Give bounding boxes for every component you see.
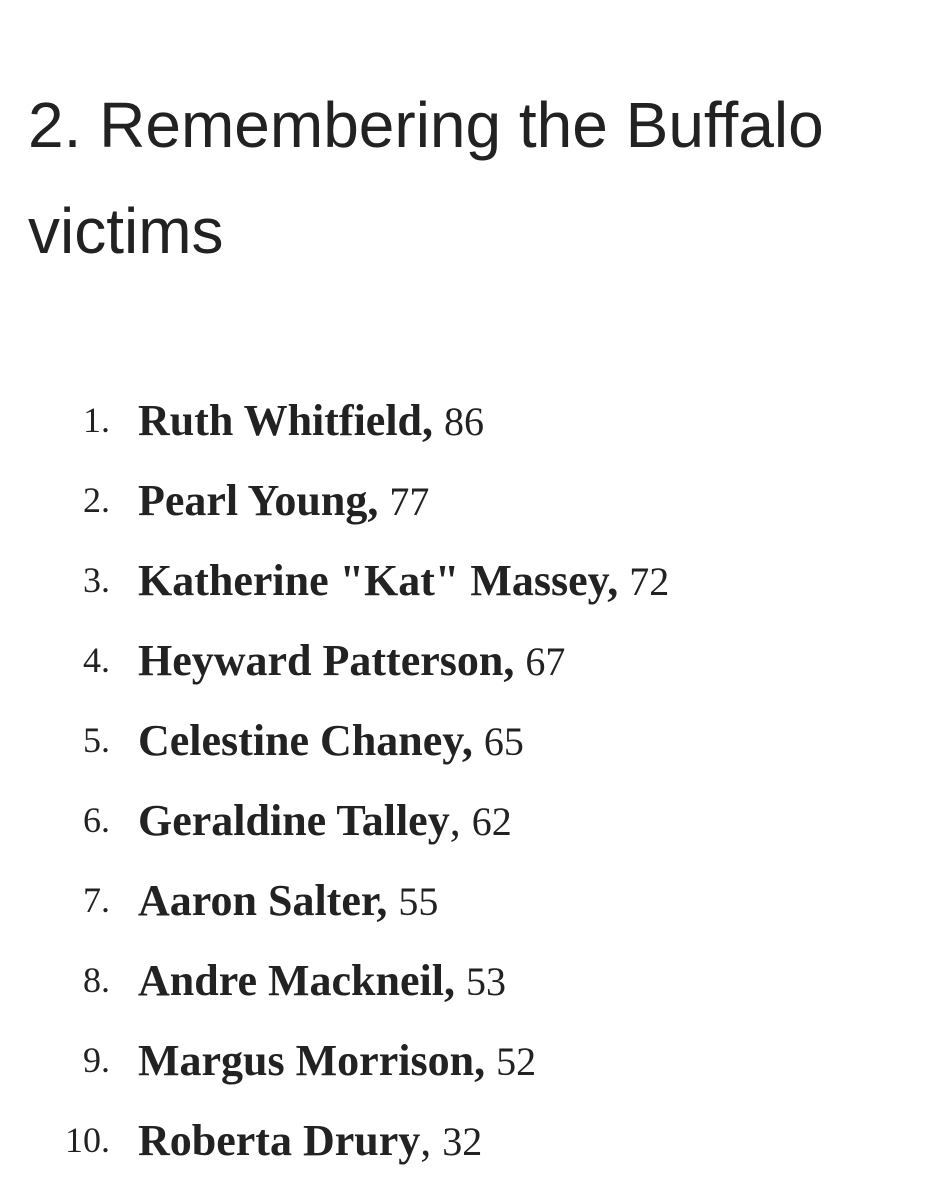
- victim-age: 86: [444, 398, 485, 444]
- list-entry: Heyward Patterson, 67: [138, 635, 566, 685]
- victim-age: 53: [465, 958, 506, 1004]
- list-item: [0, 860, 945, 940]
- list-item: [0, 460, 945, 540]
- victim-age: 52: [496, 1038, 537, 1084]
- list-number: 8.: [83, 960, 110, 1000]
- list-entry: Ruth Whitfield, 86: [138, 395, 485, 445]
- list-entry: Celestine Chaney, 65: [138, 715, 524, 765]
- list-entry: Pearl Young, 77: [138, 475, 430, 525]
- list-item: [0, 620, 945, 700]
- section-heading: 2. Remembering the Buffalo victims: [28, 89, 824, 267]
- list-item: [0, 380, 945, 460]
- list-entry: Andre Mackneil, 53: [138, 955, 506, 1005]
- list-item: [0, 1100, 945, 1180]
- victim-age: 72: [629, 558, 670, 604]
- list-item: [0, 700, 945, 780]
- victim-name: Geraldine Talley: [138, 795, 450, 845]
- list-number: 1.: [83, 400, 110, 440]
- list-item: [0, 1020, 945, 1100]
- victim-age: 55: [398, 878, 439, 924]
- victim-name: Katherine "Kat" Massey: [138, 555, 608, 605]
- victim-age: 65: [483, 718, 524, 764]
- list-number: 7.: [83, 880, 110, 920]
- victim-name: Aaron Salter: [138, 875, 377, 925]
- list-entry: Margus Morrison, 52: [138, 1035, 537, 1085]
- list-number: 6.: [83, 800, 110, 840]
- victim-name: Celestine Chaney: [138, 715, 462, 765]
- list-item: [0, 940, 945, 1020]
- list-number: 10.: [65, 1120, 110, 1160]
- victim-age: 32: [442, 1118, 483, 1164]
- list-entry: Aaron Salter, 55: [138, 875, 439, 925]
- victim-name: Roberta Drury: [138, 1115, 421, 1165]
- victim-name: Heyward Patterson: [138, 635, 504, 685]
- list-item: [0, 540, 945, 620]
- victim-age: 67: [525, 638, 566, 684]
- victim-age: 62: [471, 798, 512, 844]
- list-number: 4.: [83, 640, 110, 680]
- list-entry: Katherine "Kat" Massey, 72: [138, 555, 670, 605]
- victim-name: Margus Morrison: [138, 1035, 475, 1085]
- list-number: 2.: [83, 480, 110, 520]
- victims-list: [0, 380, 945, 1180]
- list-number: 3.: [83, 560, 110, 600]
- list-entry: Roberta Drury, 32: [138, 1115, 483, 1165]
- list-number: 5.: [83, 720, 110, 760]
- list-entry: Geraldine Talley, 62: [138, 795, 512, 845]
- list-item: [0, 780, 945, 860]
- list-number: 9.: [83, 1040, 110, 1080]
- victim-name: Ruth Whitfield: [138, 395, 423, 445]
- victim-name: Andre Mackneil: [138, 955, 444, 1005]
- victim-name: Pearl Young: [138, 475, 368, 525]
- victim-age: 77: [389, 478, 430, 524]
